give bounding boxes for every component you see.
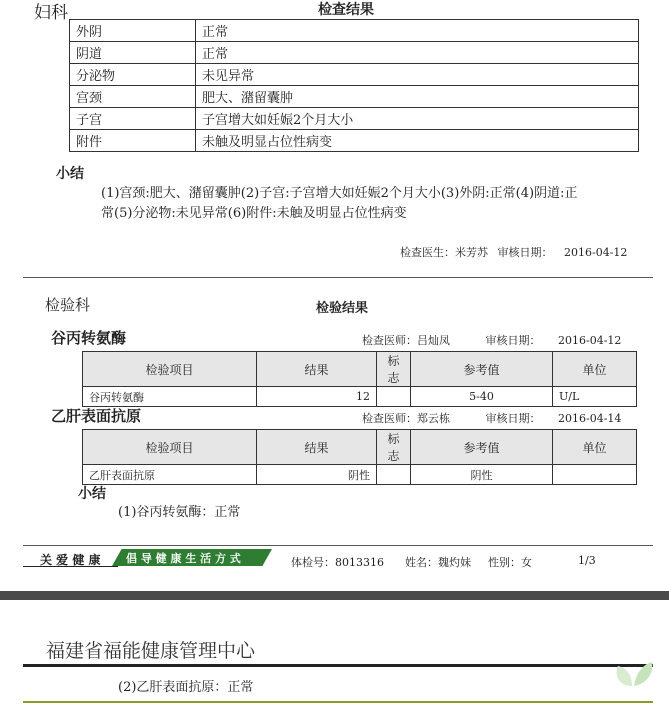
footer-gender: 女 xyxy=(521,556,532,569)
hbsag-doctor-label: 检查医师： xyxy=(362,412,417,425)
footer-gender-block xyxy=(488,554,532,570)
alt-item: 谷丙转氨酶 xyxy=(83,387,257,407)
alt-unit: U/L xyxy=(553,387,637,407)
hbsag-review-label: 审核日期： xyxy=(485,412,541,425)
footer-top-rule xyxy=(23,545,653,546)
table-row xyxy=(83,465,637,485)
alt-col-unit: 单位 xyxy=(553,352,637,387)
alt-title: 谷丙转氨酶 xyxy=(51,329,127,347)
gyn-result: 未触及明显占位性病变 xyxy=(196,130,639,152)
hbsag-unit xyxy=(553,465,637,485)
table-row xyxy=(70,130,639,152)
leaf-logo-icon xyxy=(612,656,654,690)
hbsag-review-date: 2016-04-14 xyxy=(558,412,622,425)
alt-col-result: 结果 xyxy=(257,352,377,387)
hbsag-col-item: 检验项目 xyxy=(83,430,257,465)
gyn-result: 肥大、潴留囊肿 xyxy=(196,86,639,108)
lab-result-header: 检验结果 xyxy=(316,301,369,316)
gyn-result: 子宫增大如妊娠2个月大小 xyxy=(196,108,639,130)
gyn-review-label: 审核日期： xyxy=(497,246,553,259)
gyn-item: 分泌物 xyxy=(70,64,196,86)
gyn-summary-line1: (1)宫颈:肥大、潴留囊肿(2)子宫:子宫增大如妊娠2个月大小(3)外阴:正常(4)阴道:正 xyxy=(101,186,578,201)
hbsag-doctor: 郑云栋 xyxy=(417,412,450,425)
table-row xyxy=(70,20,639,42)
hbsag-ref: 阴性 xyxy=(411,465,553,485)
footer-name-block xyxy=(405,554,471,570)
hbsag-signoff xyxy=(362,410,621,426)
hbsag-col-unit: 单位 xyxy=(553,430,637,465)
gyn-review-date: 2016-04-12 xyxy=(564,246,628,259)
hbsag-col-flag: 标志 xyxy=(377,430,411,465)
lab-summary-1: (1)谷丙转氨酶：正常 xyxy=(118,505,241,520)
hbsag-col-result: 结果 xyxy=(257,430,377,465)
alt-review-date: 2016-04-12 xyxy=(558,334,622,347)
alt-result: 12 xyxy=(257,387,377,407)
gyn-result: 正常 xyxy=(196,20,639,42)
footer-care: 关 爱 健 康 xyxy=(40,553,101,567)
table-row xyxy=(70,64,639,86)
lab-summary-title: 小结 xyxy=(78,486,106,502)
hbsag-table xyxy=(82,429,637,485)
footer-care-underline xyxy=(23,566,118,567)
org-rule-accent xyxy=(23,701,653,703)
gyn-result: 未见异常 xyxy=(196,64,639,86)
footer-gender-label: 性别： xyxy=(488,556,521,569)
hbsag-item: 乙肝表面抗原 xyxy=(83,465,257,485)
lab-dept-title: 检验科 xyxy=(45,296,91,314)
section-divider xyxy=(23,277,653,278)
hbsag-flag xyxy=(377,465,411,485)
table-row xyxy=(83,387,637,407)
alt-col-flag: 标志 xyxy=(377,352,411,387)
table-row xyxy=(70,86,639,108)
org-rule xyxy=(23,664,653,667)
page-break xyxy=(0,591,669,600)
gyn-item: 子宫 xyxy=(70,108,196,130)
footer-exam-no: 8013316 xyxy=(335,556,384,569)
footer-exam-no-label: 体检号： xyxy=(291,556,335,569)
alt-ref: 5-40 xyxy=(411,387,553,407)
table-row xyxy=(70,108,639,130)
gyn-summary-title: 小结 xyxy=(56,166,84,182)
hbsag-title: 乙肝表面抗原 xyxy=(51,407,142,425)
alt-doctor: 吕灿凤 xyxy=(417,334,450,347)
footer-slogan: 倡 导 健 康 生 活 方 式 xyxy=(126,552,241,565)
org-title: 福建省福能健康管理中心 xyxy=(46,640,256,662)
alt-flag xyxy=(377,387,411,407)
gyn-result-header: 检查结果 xyxy=(318,2,374,18)
gyn-item: 宫颈 xyxy=(70,86,196,108)
alt-col-item: 检验项目 xyxy=(83,352,257,387)
gyn-summary-line2: 常(5)分泌物:未见异常(6)附件:未触及明显占位性病变 xyxy=(101,206,407,221)
footer-page: 1/3 xyxy=(578,554,596,567)
footer-exam-no-block xyxy=(291,554,384,570)
table-row xyxy=(70,42,639,64)
alt-review-label: 审核日期： xyxy=(485,334,541,347)
gyn-doctor: 米芳苏 xyxy=(455,246,488,259)
hbsag-col-ref: 参考值 xyxy=(411,430,553,465)
gyn-table xyxy=(69,19,639,152)
hbsag-result: 阴性 xyxy=(257,465,377,485)
gyn-dept-title: 妇科 xyxy=(34,3,68,23)
gyn-signoff xyxy=(400,244,627,260)
gyn-item: 外阴 xyxy=(70,20,196,42)
gyn-item: 附件 xyxy=(70,130,196,152)
footer-name: 魏灼妹 xyxy=(438,556,471,569)
gyn-doctor-label: 检查医生： xyxy=(400,246,455,259)
footer-name-label: 姓名： xyxy=(405,556,438,569)
gyn-item: 阴道 xyxy=(70,42,196,64)
gyn-result: 正常 xyxy=(196,42,639,64)
alt-col-ref: 参考值 xyxy=(411,352,553,387)
alt-doctor-label: 检查医师： xyxy=(362,334,417,347)
alt-signoff xyxy=(362,332,621,348)
lab-summary-2: (2)乙肝表面抗原：正常 xyxy=(118,680,254,695)
alt-table xyxy=(82,351,637,407)
